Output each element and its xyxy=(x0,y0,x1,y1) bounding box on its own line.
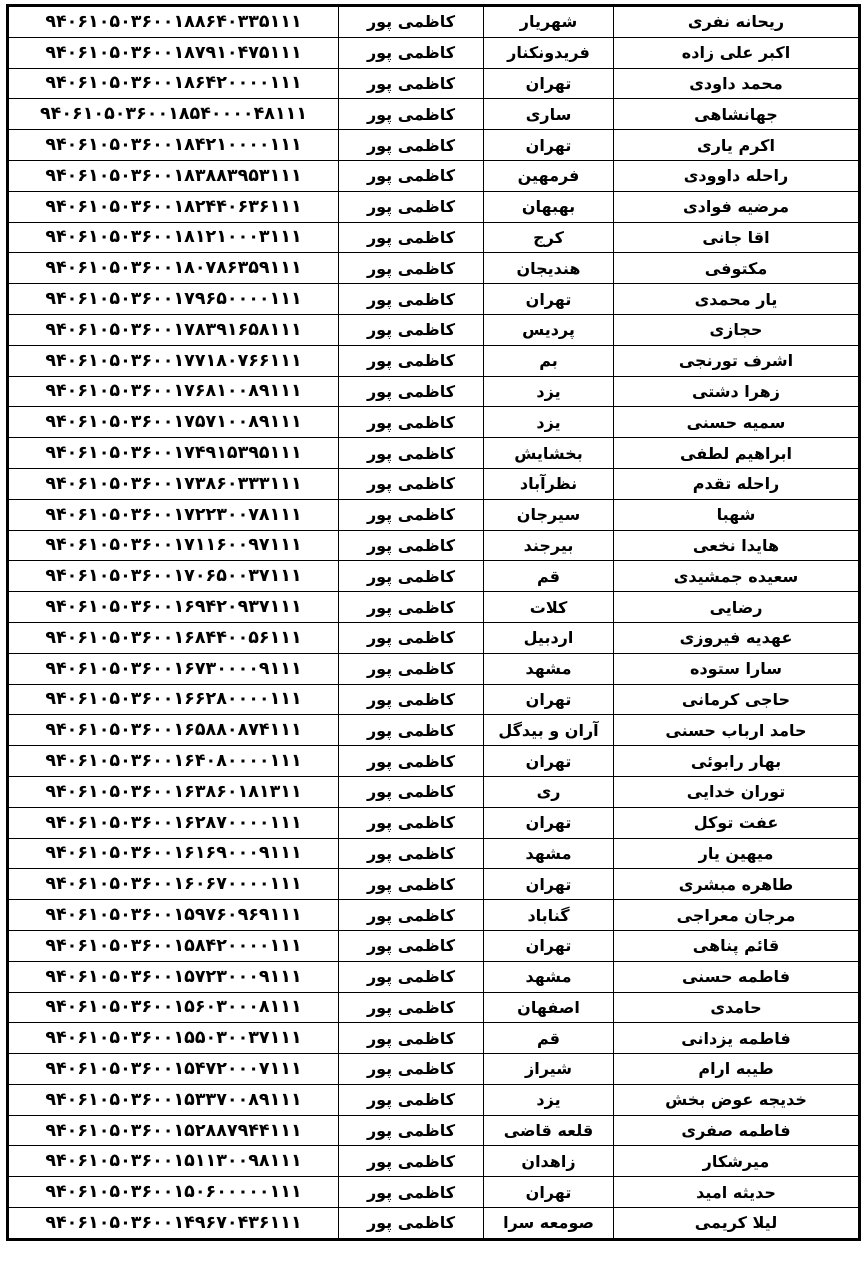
person-name-cell: مرجان معراجی xyxy=(614,900,859,931)
family-name-cell: کاظمی پور xyxy=(339,900,484,931)
city-cell: بیرجند xyxy=(484,530,614,561)
table-row xyxy=(9,1023,859,1054)
table-row xyxy=(9,37,859,68)
person-name-cell: راحله داوودی xyxy=(614,160,859,191)
tracking-code-cell: ۹۴۰۶۱۰۵۰۳۶۰۰۱۶۸۴۴۰۰۵۶۱۱۱ xyxy=(9,622,339,653)
table-row xyxy=(9,530,859,561)
city-cell: زاهدان xyxy=(484,1146,614,1177)
tracking-code-cell: ۹۴۰۶۱۰۵۰۳۶۰۰۱۶۰۶۷۰۰۰۰۱۱۱ xyxy=(9,869,339,900)
table-row xyxy=(9,653,859,684)
family-name-cell: کاظمی پور xyxy=(339,68,484,99)
city-cell: شهریار xyxy=(484,7,614,38)
person-name-cell: قائم پناهی xyxy=(614,930,859,961)
person-name-cell: فاطمه صفری xyxy=(614,1115,859,1146)
city-cell: فریدونکنار xyxy=(484,37,614,68)
city-cell: تهران xyxy=(484,1177,614,1208)
tracking-code-cell: ۹۴۰۶۱۰۵۰۳۶۰۰۱۸۴۲۱۰۰۰۰۱۱۱ xyxy=(9,130,339,161)
tracking-code-cell: ۹۴۰۶۱۰۵۰۳۶۰۰۱۶۴۰۸۰۰۰۰۱۱۱ xyxy=(9,746,339,777)
tracking-code-cell: ۹۴۰۶۱۰۵۰۳۶۰۰۱۵۳۳۷۰۰۸۹۱۱۱ xyxy=(9,1084,339,1115)
tracking-code-cell: ۹۴۰۶۱۰۵۰۳۶۰۰۱۷۶۸۱۰۰۸۹۱۱۱ xyxy=(9,376,339,407)
table-row xyxy=(9,160,859,191)
family-name-cell: کاظمی پور xyxy=(339,376,484,407)
family-name-cell: کاظمی پور xyxy=(339,284,484,315)
tracking-code-cell: ۹۴۰۶۱۰۵۰۳۶۰۰۱۷۰۶۵۰۰۳۷۱۱۱ xyxy=(9,561,339,592)
family-name-cell: کاظمی پور xyxy=(339,130,484,161)
city-cell: هندیجان xyxy=(484,253,614,284)
family-name-cell: کاظمی پور xyxy=(339,930,484,961)
table-row xyxy=(9,1054,859,1085)
person-name-cell: خدیجه عوض بخش xyxy=(614,1084,859,1115)
tracking-code-cell: ۹۴۰۶۱۰۵۰۳۶۰۰۱۷۸۳۹۱۶۵۸۱۱۱ xyxy=(9,314,339,345)
family-name-cell: کاظمی پور xyxy=(339,1146,484,1177)
city-cell: فرمهین xyxy=(484,160,614,191)
table-row xyxy=(9,376,859,407)
person-name-cell: رضایی xyxy=(614,592,859,623)
city-cell: تهران xyxy=(484,68,614,99)
person-name-cell: فاطمه حسنی xyxy=(614,961,859,992)
tracking-code-cell: ۹۴۰۶۱۰۵۰۳۶۰۰۱۸۶۴۲۰۰۰۰۱۱۱ xyxy=(9,68,339,99)
person-name-cell: طاهره مبشری xyxy=(614,869,859,900)
person-name-cell: محمد داودی xyxy=(614,68,859,99)
tracking-code-cell: ۹۴۰۶۱۰۵۰۳۶۰۰۱۷۱۱۶۰۰۹۷۱۱۱ xyxy=(9,530,339,561)
person-name-cell: جهانشاهی xyxy=(614,99,859,130)
table-row xyxy=(9,838,859,869)
person-name-cell: میهین یار xyxy=(614,838,859,869)
family-name-cell: کاظمی پور xyxy=(339,653,484,684)
family-name-cell: کاظمی پور xyxy=(339,37,484,68)
person-name-cell: راحله تقدم xyxy=(614,468,859,499)
city-cell: تهران xyxy=(484,684,614,715)
family-name-cell: کاظمی پور xyxy=(339,1208,484,1239)
city-cell: کلات xyxy=(484,592,614,623)
city-cell: پردیس xyxy=(484,314,614,345)
family-name-cell: کاظمی پور xyxy=(339,869,484,900)
person-name-cell: زهرا دشتی xyxy=(614,376,859,407)
table-row xyxy=(9,345,859,376)
table-row xyxy=(9,900,859,931)
family-name-cell: کاظمی پور xyxy=(339,746,484,777)
person-name-cell: عهدیه فیروزی xyxy=(614,622,859,653)
tracking-code-cell: ۹۴۰۶۱۰۵۰۳۶۰۰۱۷۷۱۸۰۷۶۶۱۱۱ xyxy=(9,345,339,376)
person-name-cell: مکتوفی xyxy=(614,253,859,284)
city-cell: تهران xyxy=(484,746,614,777)
table-row xyxy=(9,191,859,222)
person-name-cell: بهار رابوئی xyxy=(614,746,859,777)
table-row xyxy=(9,222,859,253)
city-cell: قم xyxy=(484,561,614,592)
family-name-cell: کاظمی پور xyxy=(339,561,484,592)
tracking-code-cell: ۹۴۰۶۱۰۵۰۳۶۰۰۱۸۷۹۱۰۴۷۵۱۱۱ xyxy=(9,37,339,68)
table-row xyxy=(9,869,859,900)
person-name-cell: حامد ارباب حسنی xyxy=(614,715,859,746)
family-name-cell: کاظمی پور xyxy=(339,191,484,222)
family-name-cell: کاظمی پور xyxy=(339,592,484,623)
city-cell: تهران xyxy=(484,869,614,900)
tracking-code-cell: ۹۴۰۶۱۰۵۰۳۶۰۰۱۶۵۸۸۰۸۷۴۱۱۱ xyxy=(9,715,339,746)
city-cell: تهران xyxy=(484,930,614,961)
city-cell: ری xyxy=(484,776,614,807)
city-cell: اردبیل xyxy=(484,622,614,653)
tracking-code-cell: ۹۴۰۶۱۰۵۰۳۶۰۰۱۵۱۱۳۰۰۹۸۱۱۱ xyxy=(9,1146,339,1177)
tracking-code-cell: ۹۴۰۶۱۰۵۰۳۶۰۰۱۵۸۴۲۰۰۰۰۱۱۱ xyxy=(9,930,339,961)
tracking-code-cell: ۹۴۰۶۱۰۵۰۳۶۰۰۱۸۳۸۸۳۹۵۳۱۱۱ xyxy=(9,160,339,191)
person-name-cell: اقا جانی xyxy=(614,222,859,253)
person-name-cell: یار محمدی xyxy=(614,284,859,315)
city-cell: گناباد xyxy=(484,900,614,931)
tracking-code-cell: ۹۴۰۶۱۰۵۰۳۶۰۰۱۷۹۶۵۰۰۰۰۱۱۱ xyxy=(9,284,339,315)
family-name-cell: کاظمی پور xyxy=(339,314,484,345)
person-name-cell: حجازی xyxy=(614,314,859,345)
family-name-cell: کاظمی پور xyxy=(339,7,484,38)
table-row xyxy=(9,622,859,653)
city-cell: صومعه سرا xyxy=(484,1208,614,1239)
table-row xyxy=(9,68,859,99)
person-name-cell: ریحانه نفری xyxy=(614,7,859,38)
records-table-body xyxy=(9,7,859,1239)
city-cell: بهبهان xyxy=(484,191,614,222)
family-name-cell: کاظمی پور xyxy=(339,961,484,992)
person-name-cell: فاطمه یزدانی xyxy=(614,1023,859,1054)
person-name-cell: ابراهیم لطفی xyxy=(614,438,859,469)
table-row xyxy=(9,561,859,592)
person-name-cell: توران خدایی xyxy=(614,776,859,807)
city-cell: قم xyxy=(484,1023,614,1054)
family-name-cell: کاظمی پور xyxy=(339,468,484,499)
person-name-cell: شهبا xyxy=(614,499,859,530)
city-cell: یزد xyxy=(484,376,614,407)
table-row xyxy=(9,468,859,499)
table-row xyxy=(9,130,859,161)
tracking-code-cell: ۹۴۰۶۱۰۵۰۳۶۰۰۱۶۱۶۹۰۰۰۹۱۱۱ xyxy=(9,838,339,869)
family-name-cell: کاظمی پور xyxy=(339,407,484,438)
table-row xyxy=(9,776,859,807)
table-row xyxy=(9,499,859,530)
tracking-code-cell: ۹۴۰۶۱۰۵۰۳۶۰۰۱۸۲۴۴۰۶۳۶۱۱۱ xyxy=(9,191,339,222)
family-name-cell: کاظمی پور xyxy=(339,684,484,715)
tracking-code-cell: ۹۴۰۶۱۰۵۰۳۶۰۰۱۵۲۸۸۷۹۴۴۱۱۱ xyxy=(9,1115,339,1146)
family-name-cell: کاظمی پور xyxy=(339,345,484,376)
person-name-cell: مرضیه فوادی xyxy=(614,191,859,222)
table-row xyxy=(9,284,859,315)
family-name-cell: کاظمی پور xyxy=(339,160,484,191)
city-cell: مشهد xyxy=(484,653,614,684)
person-name-cell: میرشکار xyxy=(614,1146,859,1177)
person-name-cell: سعیده جمشیدی xyxy=(614,561,859,592)
family-name-cell: کاظمی پور xyxy=(339,1054,484,1085)
family-name-cell: کاظمی پور xyxy=(339,715,484,746)
family-name-cell: کاظمی پور xyxy=(339,992,484,1023)
table-row xyxy=(9,961,859,992)
person-name-cell: عفت توکل xyxy=(614,807,859,838)
city-cell: یزد xyxy=(484,1084,614,1115)
table-row xyxy=(9,1208,859,1239)
city-cell: آران و بیدگل xyxy=(484,715,614,746)
city-cell: ساری xyxy=(484,99,614,130)
table-row xyxy=(9,314,859,345)
city-cell: تهران xyxy=(484,284,614,315)
city-cell: یزد xyxy=(484,407,614,438)
city-cell: کرج xyxy=(484,222,614,253)
tracking-code-cell: ۹۴۰۶۱۰۵۰۳۶۰۰۱۷۲۲۳۰۰۷۸۱۱۱ xyxy=(9,499,339,530)
table-row xyxy=(9,807,859,838)
city-cell: تهران xyxy=(484,807,614,838)
person-name-cell: سارا ستوده xyxy=(614,653,859,684)
person-name-cell: اکرم یاری xyxy=(614,130,859,161)
tracking-code-cell: ۹۴۰۶۱۰۵۰۳۶۰۰۱۵۰۶۰۰۰۰۰۱۱۱ xyxy=(9,1177,339,1208)
tracking-code-cell: ۹۴۰۶۱۰۵۰۳۶۰۰۱۶۶۲۸۰۰۰۰۱۱۱ xyxy=(9,684,339,715)
table-row xyxy=(9,7,859,38)
table-row xyxy=(9,407,859,438)
city-cell: قلعه قاضی xyxy=(484,1115,614,1146)
family-name-cell: کاظمی پور xyxy=(339,622,484,653)
table-row xyxy=(9,1115,859,1146)
table-row xyxy=(9,592,859,623)
tracking-code-cell: ۹۴۰۶۱۰۵۰۳۶۰۰۱۵۷۲۳۰۰۰۹۱۱۱ xyxy=(9,961,339,992)
records-table xyxy=(8,6,859,1239)
tracking-code-cell: ۹۴۰۶۱۰۵۰۳۶۰۰۱۶۹۴۲۰۹۳۷۱۱۱ xyxy=(9,592,339,623)
table-row xyxy=(9,253,859,284)
family-name-cell: کاظمی پور xyxy=(339,776,484,807)
family-name-cell: کاظمی پور xyxy=(339,1023,484,1054)
table-row xyxy=(9,746,859,777)
table-row xyxy=(9,684,859,715)
tracking-code-cell: ۹۴۰۶۱۰۵۰۳۶۰۰۱۶۳۸۶۰۱۸۱۳۱۱ xyxy=(9,776,339,807)
family-name-cell: کاظمی پور xyxy=(339,1177,484,1208)
tracking-code-cell: ۹۴۰۶۱۰۵۰۳۶۰۰۱۵۴۷۲۰۰۰۷۱۱۱ xyxy=(9,1054,339,1085)
tracking-code-cell: ۹۴۰۶۱۰۵۰۳۶۰۰۱۷۵۷۱۰۰۸۹۱۱۱ xyxy=(9,407,339,438)
tracking-code-cell: ۹۴۰۶۱۰۵۰۳۶۰۰۱۸۱۲۱۰۰۰۳۱۱۱ xyxy=(9,222,339,253)
person-name-cell: هایدا نخعی xyxy=(614,530,859,561)
city-cell: بم xyxy=(484,345,614,376)
tracking-code-cell: ۹۴۰۶۱۰۵۰۳۶۰۰۱۷۳۸۶۰۳۳۳۱۱۱ xyxy=(9,468,339,499)
tracking-code-cell: ۹۴۰۶۱۰۵۰۳۶۰۰۱۵۶۰۳۰۰۰۸۱۱۱ xyxy=(9,992,339,1023)
table-row xyxy=(9,992,859,1023)
tracking-code-cell: ۹۴۰۶۱۰۵۰۳۶۰۰۱۵۹۷۶۰۹۶۹۱۱۱ xyxy=(9,900,339,931)
tracking-code-cell: ۹۴۰۶۱۰۵۰۳۶۰۰۱۶۲۸۷۰۰۰۰۱۱۱ xyxy=(9,807,339,838)
person-name-cell: لیلا کریمی xyxy=(614,1208,859,1239)
family-name-cell: کاظمی پور xyxy=(339,99,484,130)
family-name-cell: کاظمی پور xyxy=(339,1115,484,1146)
table-row xyxy=(9,715,859,746)
person-name-cell: اشرف تورنجی xyxy=(614,345,859,376)
tracking-code-cell: ۹۴۰۶۱۰۵۰۳۶۰۰۱۷۴۹۱۵۳۹۵۱۱۱ xyxy=(9,438,339,469)
family-name-cell: کاظمی پور xyxy=(339,253,484,284)
tracking-code-cell: ۹۴۰۶۱۰۵۰۳۶۰۰۱۶۷۳۰۰۰۰۹۱۱۱ xyxy=(9,653,339,684)
family-name-cell: کاظمی پور xyxy=(339,222,484,253)
city-cell: بخشایش xyxy=(484,438,614,469)
person-name-cell: سمیه حسنی xyxy=(614,407,859,438)
table-row xyxy=(9,1084,859,1115)
family-name-cell: کاظمی پور xyxy=(339,530,484,561)
family-name-cell: کاظمی پور xyxy=(339,1084,484,1115)
tracking-code-cell: ۹۴۰۶۱۰۵۰۳۶۰۰۱۸۵۴۰۰۰۰۴۸۱۱۱ xyxy=(9,99,339,130)
tracking-code-cell: ۹۴۰۶۱۰۵۰۳۶۰۰۱۴۹۶۷۰۴۳۶۱۱۱ xyxy=(9,1208,339,1239)
family-name-cell: کاظمی پور xyxy=(339,807,484,838)
person-name-cell: حامدی xyxy=(614,992,859,1023)
person-name-cell: حاجی کرمانی xyxy=(614,684,859,715)
city-cell: نظرآباد xyxy=(484,468,614,499)
family-name-cell: کاظمی پور xyxy=(339,499,484,530)
records-table-container xyxy=(6,4,861,1241)
person-name-cell: حدیثه امید xyxy=(614,1177,859,1208)
tracking-code-cell: ۹۴۰۶۱۰۵۰۳۶۰۰۱۸۸۶۴۰۳۳۵۱۱۱ xyxy=(9,7,339,38)
table-row xyxy=(9,438,859,469)
table-row xyxy=(9,1146,859,1177)
city-cell: مشهد xyxy=(484,838,614,869)
table-row xyxy=(9,99,859,130)
city-cell: اصفهان xyxy=(484,992,614,1023)
tracking-code-cell: ۹۴۰۶۱۰۵۰۳۶۰۰۱۸۰۷۸۶۳۵۹۱۱۱ xyxy=(9,253,339,284)
city-cell: مشهد xyxy=(484,961,614,992)
tracking-code-cell: ۹۴۰۶۱۰۵۰۳۶۰۰۱۵۵۰۳۰۰۳۷۱۱۱ xyxy=(9,1023,339,1054)
city-cell: تهران xyxy=(484,130,614,161)
table-row xyxy=(9,930,859,961)
city-cell: شیراز xyxy=(484,1054,614,1085)
city-cell: سیرجان xyxy=(484,499,614,530)
person-name-cell: طیبه ارام xyxy=(614,1054,859,1085)
family-name-cell: کاظمی پور xyxy=(339,838,484,869)
person-name-cell: اکبر علی زاده xyxy=(614,37,859,68)
table-row xyxy=(9,1177,859,1208)
family-name-cell: کاظمی پور xyxy=(339,438,484,469)
